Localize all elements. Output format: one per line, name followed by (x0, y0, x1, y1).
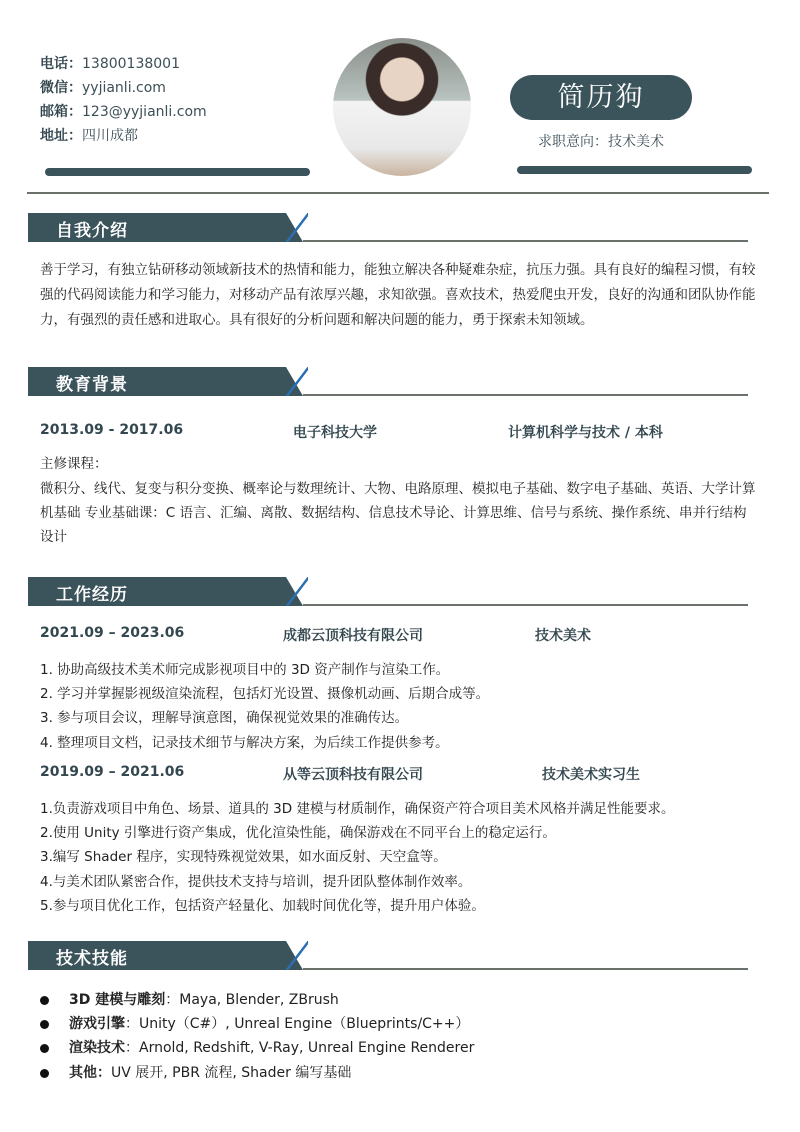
job-item: 1. 协助高级技术美术师完成影视项目中的 3D 资产制作与渲染工作。 (40, 662, 450, 678)
contact-wechat: 微信：yyjianli.com (40, 80, 166, 96)
contact-address: 地址：四川成都 (40, 128, 138, 144)
job-item: 2.使用 Unity 引擎进行资产集成，优化渲染性能，确保游戏在不同平台上的稳定运行。 (40, 825, 556, 841)
job-title: 技术美术实习生 (542, 767, 640, 783)
skill-item: 渲染技术：Arnold, Redshift, V-Ray, Unreal Engine Renderer (40, 1037, 474, 1057)
contact-phone: 电话：13800138001 (40, 56, 180, 72)
decor-bar-right (517, 166, 752, 174)
decor-bar-left (45, 168, 310, 176)
skill-item: 其他：UV 展开, PBR 流程, Shader 编写基础 (40, 1062, 351, 1082)
bullet-icon (40, 1020, 49, 1029)
section-header-intro: 自我介绍 (28, 213, 748, 243)
name-badge: 简历狗 (510, 75, 692, 120)
skill-item: 3D 建模与雕刻：Maya, Blender, ZBrush (40, 989, 339, 1009)
job-item: 1.负责游戏项目中角色、场景、道具的 3D 建模与材质制作，确保资产符合项目美术风格并满足性能要求。 (40, 801, 675, 817)
intro-text: 善于学习，有独立钻研移动领域新技术的热情和能力，能独立解决各种疑难杂症，抗压力强。具有良好的编程习惯，有较强的代码阅读能力和学习能力，对移动产品有浓厚兴趣，求知欲强。喜欢技术，热爱爬虫开发，良好的沟通和团队协作能力，有强烈的责任感和进取心。具有很好的分析问题和解决问题的能力，勇于探索未知领域。 (40, 262, 756, 328)
job-item: 4.与美术团队紧密合作，提供技术支持与培训，提升团队整体制作效率。 (40, 874, 472, 890)
job-company: 成都云顶科技有限公司 (283, 628, 423, 644)
section-header-work: 工作经历 (28, 577, 748, 607)
section-header-education: 教育背景 (28, 367, 748, 397)
edu-major: 计算机科学与技术 / 本科 (508, 425, 663, 441)
profile-photo (333, 38, 471, 176)
job-period: 2021.09 – 2023.06 (40, 625, 185, 641)
job-company: 从等云顶科技有限公司 (283, 767, 423, 783)
skill-item: 游戏引擎：Unity（C#）, Unreal Engine（Blueprints/C++） (40, 1013, 469, 1033)
job-intent: 求职意向：技术美术 (538, 134, 664, 150)
job-item: 3. 参与项目会议，理解导演意图，确保视觉效果的准确传达。 (40, 710, 409, 726)
job-item: 4. 整理项目文档，记录技术细节与解决方案，为后续工作提供参考。 (40, 735, 449, 751)
edu-school: 电子科技大学 (293, 425, 377, 441)
edu-courses-label: 主修课程： (40, 456, 108, 472)
job-item: 2. 学习并掌握影视级渲染流程，包括灯光设置、摄像机动画、后期合成等。 (40, 686, 490, 702)
bullet-icon (40, 996, 49, 1005)
job-item: 3.编写 Shader 程序，实现特殊视觉效果，如水面反射、天空盒等。 (40, 849, 447, 865)
edu-courses: 微积分、线代、复变与积分变换、概率论与数理统计、大物、电路原理、模拟电子基础、数字电子基础、英语、大学计算机基础 专业基础课：C 语言、汇编、离散、数据结构、信息技术导论、计算思维、信号与系统、操作系统、串并行结构设计 (40, 481, 756, 545)
section-header-skills: 技术技能 (28, 941, 748, 971)
bullet-icon (40, 1044, 49, 1053)
job-period: 2019.09 – 2021.06 (40, 764, 185, 780)
edu-period: 2013.09 - 2017.06 (40, 422, 184, 438)
divider (27, 192, 769, 194)
bullet-icon (40, 1069, 49, 1078)
job-item: 5.参与项目优化工作，包括资产轻量化、加载时间优化等，提升用户体验。 (40, 898, 485, 914)
job-title: 技术美术 (535, 628, 591, 644)
contact-email: 邮箱：123@yyjianli.com (40, 104, 207, 120)
